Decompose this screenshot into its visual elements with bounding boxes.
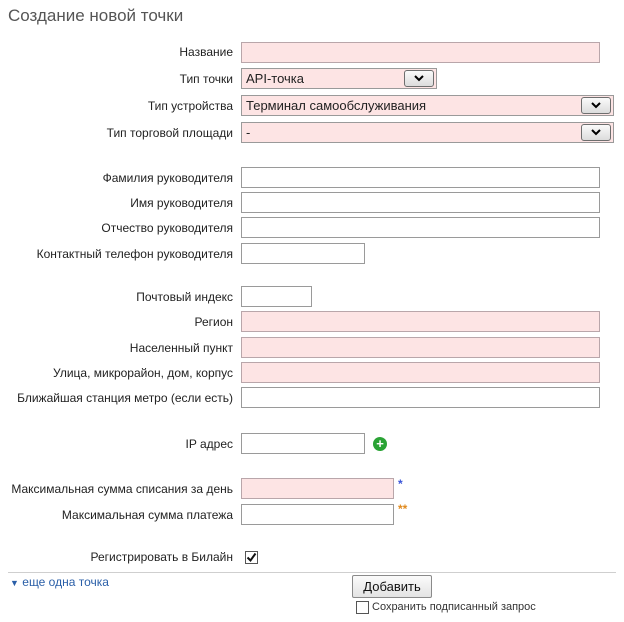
chevron-down-icon	[591, 102, 601, 109]
manager-first-name-label: Имя руководителя	[130, 196, 233, 210]
trade-area-type-dropdown-button[interactable]	[581, 124, 611, 141]
required-marker: *	[398, 477, 403, 491]
trade-area-type-value: -	[246, 125, 251, 140]
max-daily-input[interactable]	[241, 478, 394, 499]
manager-middle-name-input[interactable]	[241, 217, 600, 238]
checkmark-icon	[246, 552, 257, 563]
point-type-dropdown-button[interactable]	[404, 70, 434, 87]
postal-code-label: Почтовый индекс	[136, 290, 233, 304]
manager-phone-label: Контактный телефон руководителя	[36, 247, 233, 261]
point-type-value: API-точка	[246, 71, 305, 86]
point-type-select[interactable]	[241, 68, 437, 89]
add-button[interactable]: Добавить	[352, 575, 432, 598]
chevron-down-icon	[591, 129, 601, 136]
metro-label: Ближайшая станция метро (если есть)	[17, 391, 233, 405]
manager-middle-name-label: Отчество руководителя	[101, 221, 233, 235]
max-payment-label: Максимальная сумма платежа	[61, 508, 233, 522]
ip-input[interactable]	[241, 433, 365, 454]
more-point-link[interactable]	[10, 575, 109, 589]
save-signed-label: Сохранить подписанный запрос	[372, 601, 536, 613]
manager-last-name-label: Фамилия руководителя	[102, 171, 233, 185]
divider	[8, 572, 616, 573]
street-label: Улица, микрорайон, дом, корпус	[53, 366, 233, 380]
device-type-value: Терминал самообслуживания	[246, 98, 427, 113]
chevron-down-icon	[414, 75, 424, 82]
required-marker-secondary: **	[398, 502, 408, 516]
postal-code-input[interactable]	[241, 286, 312, 307]
street-input[interactable]	[241, 362, 600, 383]
max-daily-label: Максимальная сумма списания за день	[11, 482, 233, 496]
max-payment-input[interactable]	[241, 504, 394, 525]
manager-last-name-input[interactable]	[241, 167, 600, 188]
device-type-dropdown-button[interactable]	[581, 97, 611, 114]
trade-area-type-label: Тип торговой площади	[106, 126, 233, 140]
manager-phone-input[interactable]	[241, 243, 365, 264]
triangle-down-icon: ▼	[10, 578, 19, 588]
manager-first-name-input[interactable]	[241, 192, 600, 213]
trade-area-type-select[interactable]	[241, 122, 614, 143]
save-signed-checkbox[interactable]	[356, 601, 369, 614]
device-type-select[interactable]	[241, 95, 614, 116]
ip-label: IP адрес	[185, 437, 233, 451]
more-point-link-label: еще одна точка	[22, 575, 109, 589]
name-input[interactable]	[241, 42, 600, 63]
device-type-label: Тип устройства	[147, 99, 233, 113]
page-title: Создание новой точки	[8, 6, 184, 25]
name-label: Название	[179, 45, 233, 59]
region-input[interactable]	[241, 311, 600, 332]
region-label: Регион	[194, 315, 233, 329]
locality-label: Населенный пункт	[129, 341, 233, 355]
register-beeline-label: Регистрировать в Билайн	[90, 550, 233, 564]
add-ip-icon[interactable]: +	[373, 437, 387, 451]
metro-input[interactable]	[241, 387, 600, 408]
register-beeline-checkbox[interactable]	[245, 551, 258, 564]
point-type-label: Тип точки	[179, 72, 233, 86]
locality-input[interactable]	[241, 337, 600, 358]
